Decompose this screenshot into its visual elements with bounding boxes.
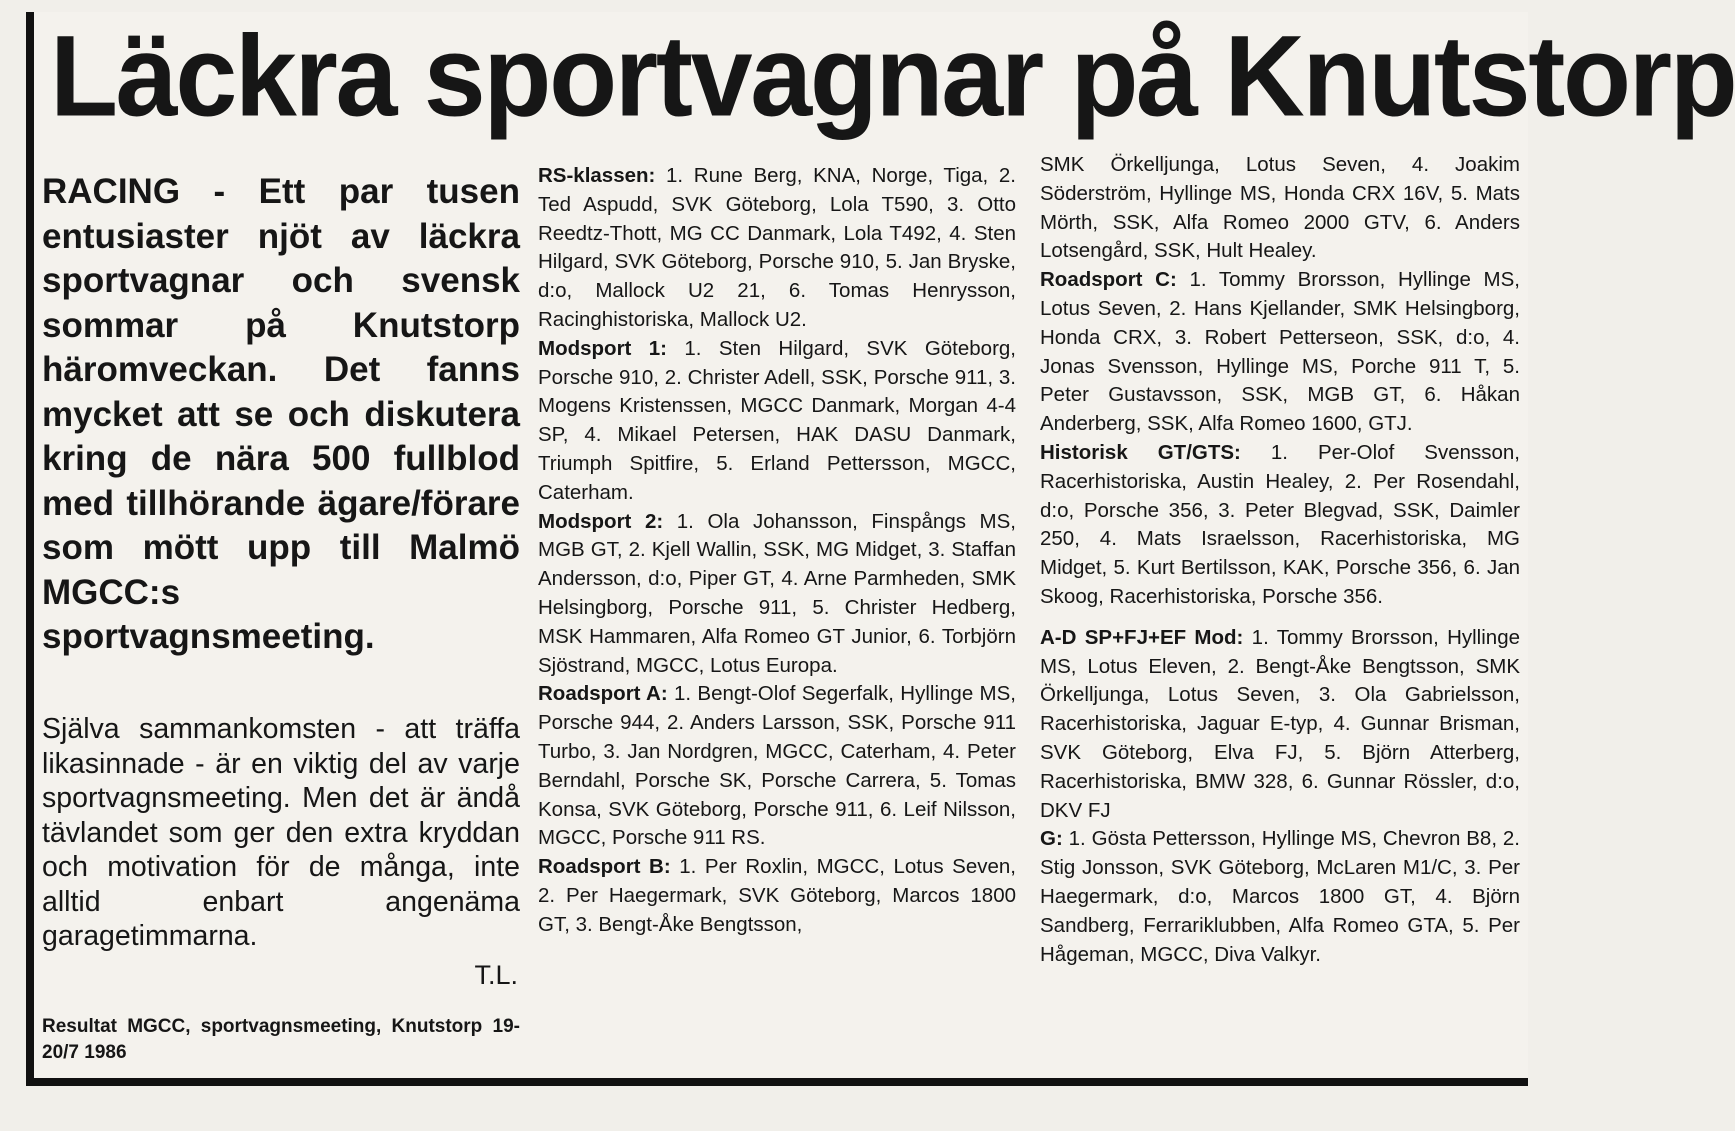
class-name: Roadsport A: (538, 682, 668, 706)
class-results: 1. Per Roxlin, MGCC, Lotus Seven, 2. Per Haegermark, SVK Göteborg, Marcos 1800 GT, 3. Bengt-Åke Bengtsson, (538, 855, 1017, 936)
headline-text: Läckra sportvagnar på Knutstorp (50, 12, 1735, 141)
results-intro: Resultat MGCC, sportvagnsmeeting, Knutstorp 19-20/7 1986 (42, 1016, 520, 1063)
result-rs-klassen (538, 162, 1016, 335)
class-name: Roadsport B: (538, 855, 671, 879)
result-modsport-2 (538, 508, 1016, 681)
class-results: 1. Sten Hilgard, SVK Göteborg, Porsche 910, 2. Christer Adell, SSK, Porsche 911, 3. Mogens Kristenssen, MGCC Danmark, Morgan 4-4 SP, 4. Mikael Petersen, HAK DASU Danmark, Triumph Spitfire, 5. Erland Pettersson, MGCC, Caterham. (538, 336, 1016, 504)
class-results: 1. Tommy Brorsson, Hyllinge MS, Lotus Eleven, 2. Bengt-Åke Bengtsson, SMK Örkelljunga, Lotus Seven, 3. Ola Gabrielsson, Racerhistoriska, Jaguar E-typ, 4. Gunnar Brisman, SVK Göteborg, Elva FJ, 5. Björn Atterberg, Racerhistoriska, BMW 328, 6. Gunnar Rössler, d:o, DKV FJ (1040, 625, 1520, 822)
class-results: SMK Örkelljunga, Lotus Seven, 4. Joakim Söderström, Hyllinge MS, Honda CRX 16V, 5. Mats Mörth, SSK, Alfa Romeo 2000 GTV, 6. Anders Lotsengård, SSK, Hult Healey. (1040, 153, 1520, 263)
result-g (1040, 825, 1520, 969)
results-column-2 (538, 162, 1016, 940)
class-results: 1. Bengt-Olof Segerfalk, Hyllinge MS, Porsche 944, 2. Anders Larsson, SSK, Porsche 911 Turbo, 3. Jan Nordgren, MGCC, Caterham, 4. Peter Berndahl, Porsche SK, Porsche Carrera, 5. Tomas Konsa, SVK Göteborg, Porsche 911, 6. Leif Nilsson, MGCC, Porsche 911 RS. (538, 682, 1016, 850)
result-a-d-sp (1040, 624, 1520, 826)
lead-paragraph: RACING - Ett par tusen entusiaster njöt av läckra sportvagnar och svensk sommar på Knutstorp häromveckan. Det fanns mycket att se och diskutera kring de nära 500 fullblod med tillhörande ägare/förare som mött upp till Malmö MGCC:s sportvagnsmeeting. (42, 172, 520, 656)
class-results: 1. Gösta Pettersson, Hyllinge MS, Chevron B8, 2. Stig Jonsson, SVK Göteborg, McLaren M1/C, 3. Per Haegermark, d:o, Marcos 1800 GT, 4. Björn Sandberg, Ferrariklubben, Alfa Romeo GTA, 5. Per Hågeman, MGCC, Diva Valkyr. (1040, 827, 1520, 966)
result-roadsport-c (1040, 266, 1520, 439)
result-roadsport-b-cont (1040, 151, 1520, 266)
class-name: RS-klassen: (538, 164, 656, 187)
body-paragraph: Själva sammankomsten - att träffa likasinnade - är en viktig del av varje sportvagnsmeeting. Men det är ändå tävlandet som ger den extra kryddan och motivation för de många, inte alltid enbart angenäma garagetimmarna. (42, 713, 520, 952)
class-name: Roadsport C: (1040, 268, 1177, 292)
author-signature: T.L. (474, 960, 518, 990)
result-roadsport-a (538, 680, 1016, 853)
class-name: Historisk GT/GTS: (1040, 440, 1241, 464)
class-name: A-D SP+FJ+EF Mod: (1040, 625, 1244, 649)
headline (50, 12, 1735, 142)
class-results: 1. Per-Olof Svensson, Racerhistoriska, Austin Healey, 2. Per Rosendahl, d:o, Porsche 356, 3. Peter Blegvad, SSK, Daimler 250, 4. Mats Israelsson, Racerhistoriska, MG Midget, 5. Kurt Bertilsson, KAK, Porsche 356, 6. Jan Skoog, Racerhistoriska, Porsche 356. (1040, 440, 1520, 608)
class-name: G: (1040, 827, 1063, 851)
result-modsport-1 (538, 335, 1016, 508)
results-column-3 (1040, 151, 1520, 969)
result-roadsport-b (538, 853, 1016, 939)
class-results: 1. Tommy Brorsson, Hyllinge MS, Lotus Seven, 2. Hans Kjellander, SMK Helsingborg, Honda CRX, 3. Robert Petterseon, SSK, d:o, 4. Jonas Svensson, Hyllinge MS, Porche 911 T, 5. Peter Gustavsson, SSK, MGB GT, 6. Håkan Anderberg, SSK, Alfa Romeo 1600, GTJ. (1040, 268, 1520, 436)
result-historisk-gt (1040, 439, 1520, 612)
class-results: 1. Rune Berg, KNA, Norge, Tiga, 2. Ted Aspudd, SVK Göteborg, Lola T590, 3. Otto Reedtz-Thott, MG CC Danmark, Lola T492, 4. Sten Hilgard, SVK Göteborg, Porsche 910, 5. Jan Bryske, d:o, Mallock U2 21, 6. Tomas Henrysson, Racinghistoriska, Mallock U2. (538, 164, 1016, 331)
class-name: Modsport 2: (538, 509, 664, 533)
class-results: 1. Ola Johansson, Finspångs MS, MGB GT, 2. Kjell Wallin, SSK, MG Midget, 3. Staffan Andersson, d:o, Piper GT, 4. Arne Parmheden, SMK Helsingborg, Porsche 911, 5. Christer Hedberg, MSK Hammaren, Alfa Romeo GT Junior, 6. Torbjörn Sjöstrand, MGCC, Lotus Europa. (538, 509, 1016, 677)
class-name: Modsport 1: (538, 336, 667, 360)
